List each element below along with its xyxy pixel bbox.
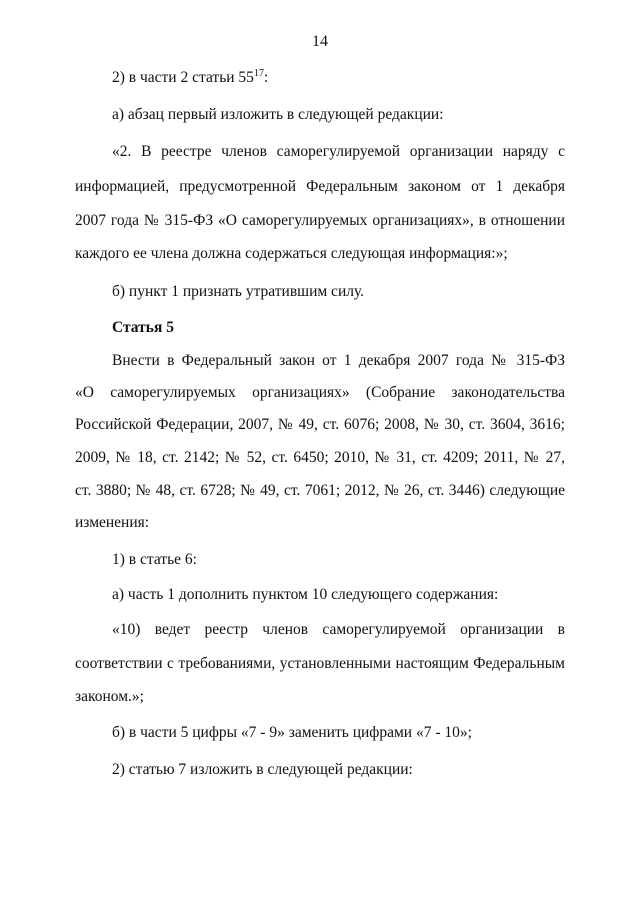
body-line-4: 2009, № 18, ст. 2142; № 52, ст. 6450; 2010, № 31, ст. 4209; 2011, № 27, — [75, 449, 565, 466]
quote2-line-2: соответствии с требованиями, установленными настоящим Федеральным — [75, 655, 565, 672]
page-number: 14 — [312, 33, 328, 50]
line-article-7: 2) статью 7 изложить в следующей редакции: — [112, 761, 413, 778]
quote-line-2: информацией, предусмотренной Федеральным законом от 1 декабря — [75, 178, 565, 195]
quote-line-3: 2007 года № 315-ФЗ «О саморегулируемых организациях», в отношении — [75, 212, 565, 229]
line-article-55-part-2 — [112, 68, 268, 88]
quote-line-1: «2. В реестре членов саморегулируемой организации наряду с — [112, 143, 565, 160]
body-line-5: ст. 3880; № 48, ст. 6728; № 49, ст. 7061; 2012, № 26, ст. 3446) следующие — [75, 482, 565, 499]
body-line-1: Внести в Федеральный закон от 1 декабря 2007 года № 315-ФЗ — [112, 352, 565, 369]
line-article-6: 1) в статье 6: — [112, 551, 197, 568]
body-line-2: «О саморегулируемых организациях» (Собрание законодательства — [75, 384, 565, 401]
body-line-3: Российской Федерации, 2007, № 49, ст. 6076; 2008, № 30, ст. 3604, 3616; — [75, 416, 565, 433]
line-item-a: а) абзац первый изложить в следующей редакции: — [112, 106, 444, 123]
quote2-line-3: законом.»; — [75, 688, 144, 705]
line-item-b: б) пункт 1 признать утратившим силу. — [112, 283, 365, 300]
line-text: 2) в части 2 статьи 55 — [112, 69, 254, 86]
quote-line-4: каждого ее члена должна содержаться следующая информация:»; — [75, 245, 508, 262]
line-text: : — [263, 69, 269, 86]
article-heading: Статья 5 — [112, 319, 174, 336]
body-line-6: изменения: — [75, 514, 150, 531]
superscript-index: 17 — [253, 68, 264, 79]
line-part-5: б) в части 5 цифры «7 - 9» заменить цифрами «7 - 10»; — [112, 724, 472, 741]
line-part-1: а) часть 1 дополнить пунктом 10 следующего содержания: — [112, 586, 499, 603]
quote2-line-1: «10) ведет реестр членов саморегулируемой организации в — [112, 621, 565, 638]
